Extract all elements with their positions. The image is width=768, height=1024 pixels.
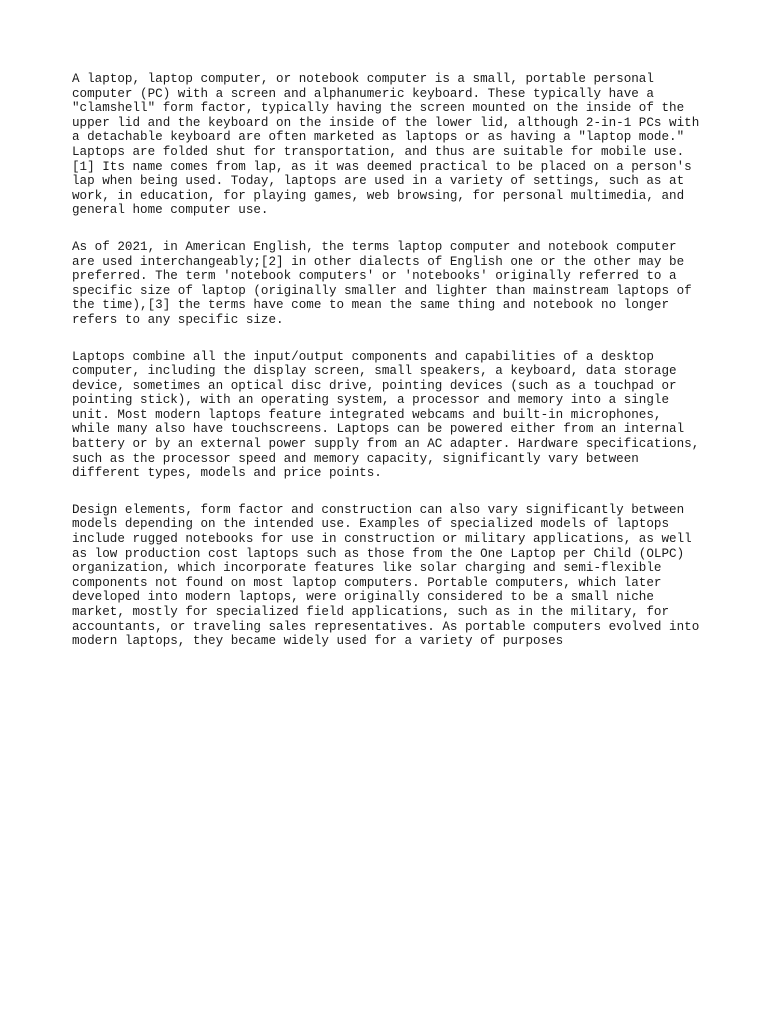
document-body [72, 72, 712, 671]
paragraph-1: A laptop, laptop computer, or notebook computer is a small, portable personal computer (PC) with a screen and alphanumeric keyboard. These typically have a "clamshell" form factor, typically having the screen mounted on the inside of the upper lid and the keyboard on the inside of the lower lid, although 2-in-1 PCs with a detachable keyboard are often marketed as laptops or as having a "laptop mode." Laptops are folded shut for transportation, and thus are suitable for mobile use. [1] Its name comes from lap, as it was deemed practical to be placed on a person's lap when being used. Today, laptops are used in a variety of settings, such as at work, in education, for playing games, web browsing, for personal multimedia, and general home computer use. [72, 72, 700, 218]
paragraph-4: Design elements, form factor and construction can also vary significantly between models depending on the intended use. Examples of specialized models of laptops include rugged notebooks for use in construction or military applications, as well as low production cost laptops such as those from the One Laptop per Child (OLPC) organization, which incorporate features like solar charging and semi-flexible components not found on most laptop computers. Portable computers, which later developed into modern laptops, were originally considered to be a small niche market, mostly for specialized field applications, such as in the military, for accountants, or traveling sales representatives. As portable computers evolved into modern laptops, they became widely used for a variety of purposes [72, 502, 700, 649]
paragraph-3: Laptops combine all the input/output components and capabilities of a desktop computer, including the display screen, small speakers, a keyboard, data storage device, sometimes an optical disc drive, pointing devices (such as a touchpad or pointing stick), with an operating system, a processor and memory into a single unit. Most modern laptops feature integrated webcams and built-in microphones, while many also have touchscreens. Laptops can be powered either from an internal battery or by an external power supply from an AC adapter. Hardware specifications, such as the processor speed and memory capacity, significantly vary between different types, models and price points. [72, 349, 700, 481]
paragraph-2: As of 2021, in American English, the terms laptop computer and notebook computer are used interchangeably;[2] in other dialects of English one or the other may be preferred. The term 'notebook computers' or 'notebooks' originally referred to a specific size of laptop (originally smaller and lighter than mainstream laptops of the time),[3] the terms have come to mean the same thing and notebook no longer refers to any specific size. [72, 239, 692, 327]
